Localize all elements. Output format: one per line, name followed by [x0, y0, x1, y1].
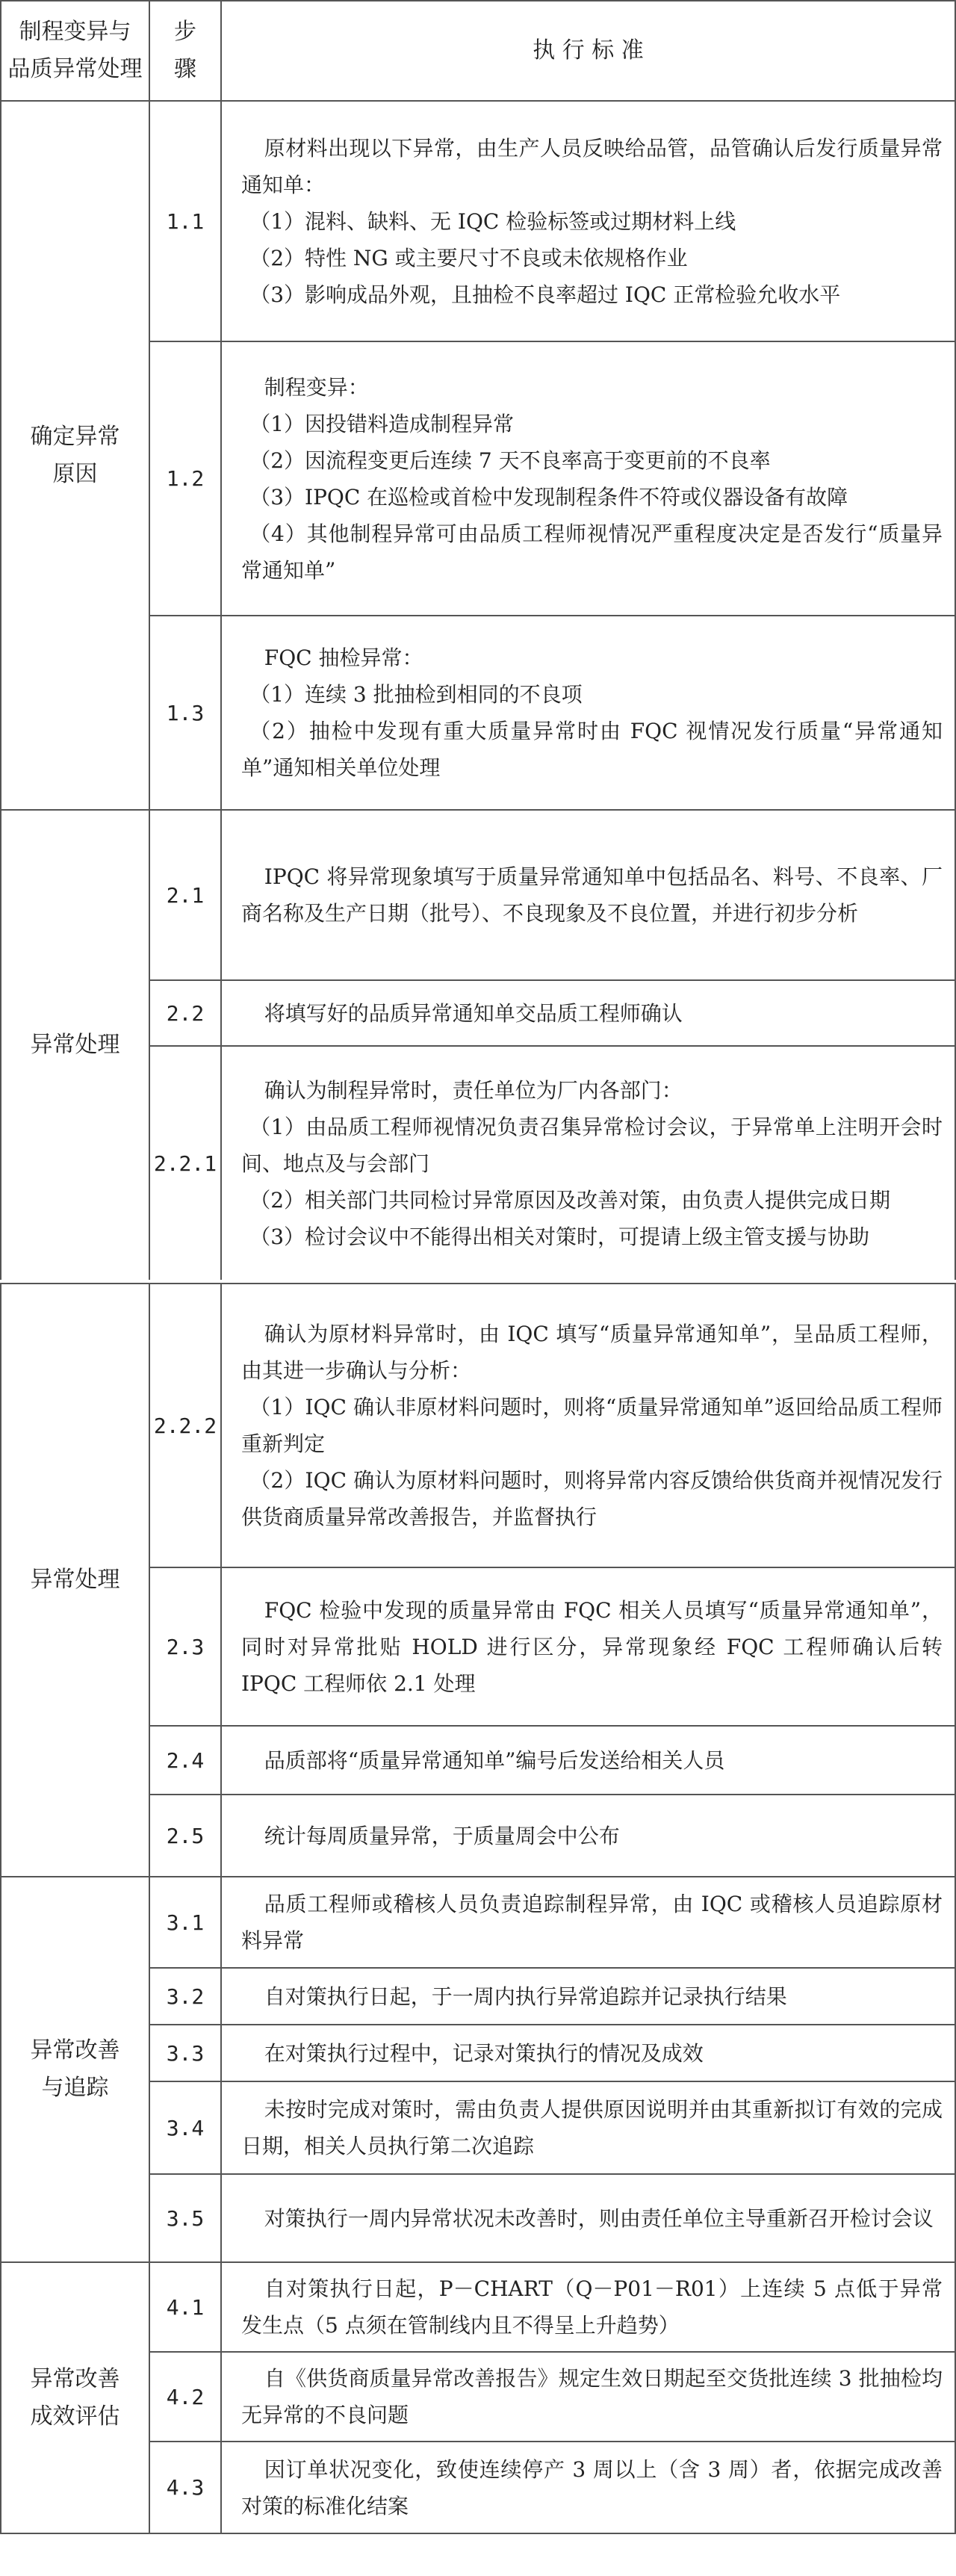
text-line: 自《供货商质量异常改善报告》规定生效日期起至交货批连续 3 批抽检均无异常的不良问题: [241, 2366, 943, 2427]
text-line: （2）抽检中发现有重大质量异常时由 FQC 视情况发行质量“异常通知单”通知相关单位处理: [241, 719, 943, 780]
table-row: [1, 2262, 955, 2352]
step-description: [221, 1046, 955, 1281]
step-number: 4.2: [149, 2352, 221, 2442]
header-category-line1: 制程变异与: [19, 19, 131, 45]
table-row: [1, 1877, 955, 1968]
step-description: [221, 616, 955, 810]
category-line: 异常改善: [30, 2037, 120, 2063]
step-number: 2.2: [149, 980, 221, 1046]
step-number: 2.1: [149, 810, 221, 980]
category-line: 异常改善: [30, 2365, 120, 2392]
text-line: （2）特性 NG 或主要尺寸不良或未依规格作业: [249, 245, 688, 270]
text-line: IPQC 将异常现象填写于质量异常通知单中包括品名、料号、不良率、厂商名称及生产日期（批号）、不良现象及不良位置，并进行初步分析: [241, 864, 943, 926]
category-cell: [1, 1877, 149, 2262]
step-number: 3.5: [149, 2174, 221, 2262]
text-line: 品质部将“质量异常通知单”编号后发送给相关人员: [264, 1747, 725, 1773]
step-description: [221, 1877, 955, 1968]
text-line: （1）由品质工程师视情况负责召集异常检讨会议，于异常单上注明开会时间、地点及与会部门: [241, 1114, 943, 1176]
step-number: 4.1: [149, 2262, 221, 2352]
step-description: [221, 1968, 955, 2025]
table-row: [1, 1284, 955, 1567]
category-cell: [1, 1284, 149, 1877]
text-line: 对策执行一周内异常状况未改善时，则由责任单位主导重新召开检讨会议: [264, 2205, 934, 2231]
text-line: （1）IQC 确认非原材料问题时，则将“质量异常通知单”返回给品质工程师重新判定: [241, 1395, 943, 1456]
step-description: [221, 101, 955, 341]
table-row: [1, 810, 955, 980]
text-line: 确认为原材料异常时，由 IQC 填写“质量异常通知单”，呈品质工程师，由其进一步确认与分析：: [241, 1322, 943, 1383]
step-description: [221, 2352, 955, 2442]
category-cell: [1, 2262, 149, 2533]
header-standard: 执 行 标 准: [221, 1, 955, 101]
text-line: 自对策执行日起，P－CHART（Q－P01－R01）上连续 5 点低于异常发生点（5 点须在管制线内且不得呈上升趋势）: [241, 2276, 943, 2338]
step-description: [221, 341, 955, 616]
table-header-row: [1, 1, 955, 101]
step-number: 1.1: [149, 101, 221, 341]
header-step-line1: 步: [174, 19, 196, 45]
header-step-line2: 骤: [174, 56, 196, 82]
step-description: [221, 1726, 955, 1795]
text-line: （2）IQC 确认为原材料问题时，则将异常内容反馈给供货商并视情况发行供货商质量异常改善报告，并监督执行: [241, 1468, 943, 1529]
category-line: 异常处理: [30, 1567, 120, 1593]
text-line: （1）混料、缺料、无 IQC 检验标签或过期材料上线: [249, 208, 736, 234]
step-description: [221, 2081, 955, 2174]
category-line: 原因: [52, 460, 98, 487]
quality-standard-table-part1: [0, 0, 956, 1281]
step-description: [221, 2025, 955, 2081]
category-line: 确定异常: [30, 423, 120, 450]
text-line: 统计每周质量异常，于质量周会中公布: [264, 1823, 620, 1848]
step-number: 2.2.2: [149, 1284, 221, 1567]
step-number: 3.1: [149, 1877, 221, 1968]
text-line: 将填写好的品质异常通知单交品质工程师确认: [264, 1000, 683, 1026]
step-number: 2.3: [149, 1567, 221, 1726]
quality-standard-table-part2: [0, 1283, 956, 2534]
step-number: 2.2.1: [149, 1046, 221, 1281]
text-line: （3）IPQC 在巡检或首检中发现制程条件不符或仪器设备有故障: [249, 484, 848, 510]
step-description: [221, 810, 955, 980]
text-line: 制程变异：: [264, 374, 369, 400]
text-line: （2）因流程变更后连续 7 天不良率高于变更前的不良率: [249, 448, 771, 473]
step-number: 3.3: [149, 2025, 221, 2081]
step-number: 3.4: [149, 2081, 221, 2174]
category-cell: [1, 810, 149, 1281]
step-description: [221, 980, 955, 1046]
table-row: [1, 101, 955, 341]
text-line: 原材料出现以下异常，由生产人员反映给品管，品管确认后发行质量异常通知单：: [241, 135, 943, 197]
text-line: FQC 抽检异常：: [264, 645, 423, 670]
step-number: 1.2: [149, 341, 221, 616]
step-description: [221, 2262, 955, 2352]
header-category: [1, 1, 149, 101]
text-line: 因订单状况变化，致使连续停产 3 周以上（含 3 周）者，依据完成改善对策的标准化结案: [241, 2456, 943, 2518]
category-line: 异常处理: [30, 1032, 120, 1058]
text-line: （3）影响成品外观，且抽检不良率超过 IQC 正常检验允收水平: [249, 282, 841, 307]
step-number: 4.3: [149, 2442, 221, 2533]
text-line: 品质工程师或稽核人员负责追踪制程异常，由 IQC 或稽核人员追踪原材料异常: [241, 1892, 943, 1953]
text-line: （4）其他制程异常可由品质工程师视情况严重程度决定是否发行“质量异常通知单”: [241, 521, 943, 583]
step-number: 2.4: [149, 1726, 221, 1795]
step-description: [221, 2174, 955, 2262]
text-line: 在对策执行过程中，记录对策执行的情况及成效: [264, 2040, 704, 2066]
text-line: 未按时完成对策时，需由负责人提供原因说明并由其重新拟订有效的完成日期，相关人员执行第二次追踪: [241, 2097, 943, 2158]
step-description: [221, 2442, 955, 2533]
category-line: 与追踪: [41, 2075, 109, 2101]
step-description: [221, 1567, 955, 1726]
category-cell: [1, 101, 149, 810]
text-line: （3）检讨会议中不能得出相关对策时，可提请上级主管支援与协助: [249, 1224, 870, 1249]
text-line: FQC 检验中发现的质量异常由 FQC 相关人员填写“质量异常通知单”，同时对异常批贴 HOLD 进行区分，异常现象经 FQC 工程师确认后转 IPQC 工程师依 2.1 处理: [241, 1597, 943, 1696]
step-description: [221, 1795, 955, 1877]
text-line: （1）因投错料造成制程异常: [249, 411, 515, 436]
header-step: [149, 1, 221, 101]
text-line: 确认为制程异常时，责任单位为厂内各部门：: [264, 1077, 683, 1103]
text-line: （2）相关部门共同检讨异常原因及改善对策，由负责人提供完成日期: [249, 1187, 891, 1213]
text-line: 自对策执行日起，于一周内执行异常追踪并记录执行结果: [264, 1984, 787, 2009]
step-description: [221, 1284, 955, 1567]
step-number: 1.3: [149, 616, 221, 810]
text-line: （1）连续 3 批抽检到相同的不良项: [249, 682, 583, 707]
header-category-line2: 品质异常处理: [7, 56, 143, 82]
step-number: 2.5: [149, 1795, 221, 1877]
step-number: 3.2: [149, 1968, 221, 2025]
category-line: 成效评估: [30, 2403, 120, 2430]
